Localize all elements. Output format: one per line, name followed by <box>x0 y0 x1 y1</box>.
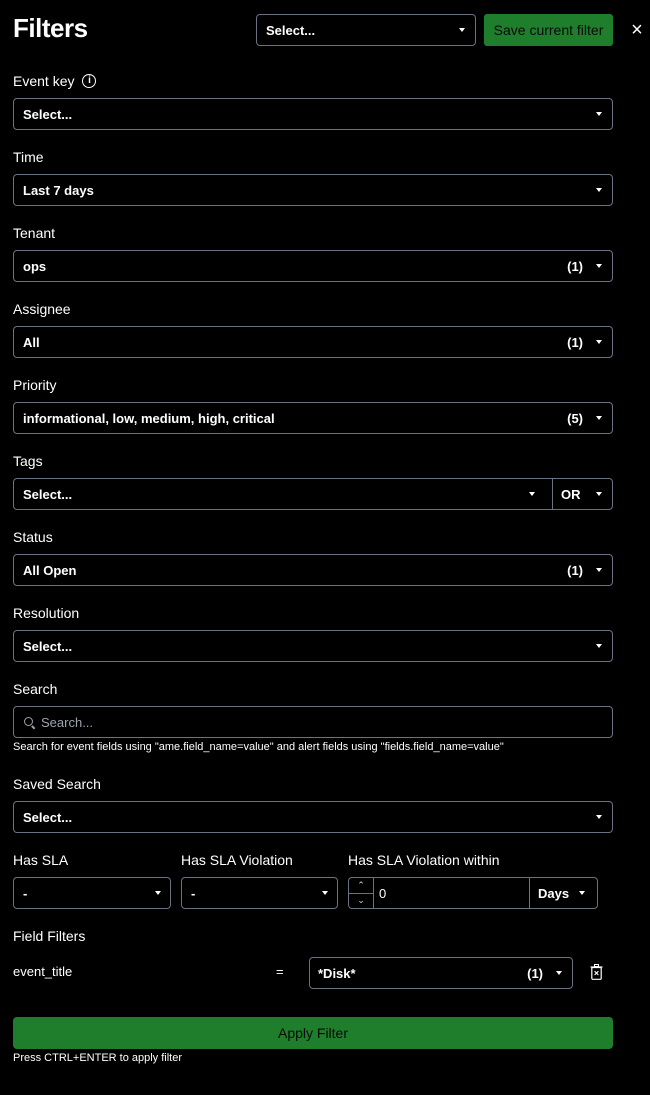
event-key-value: Select... <box>23 106 73 122</box>
close-icon[interactable]: × <box>631 19 643 41</box>
caret-down-icon <box>579 891 585 895</box>
status-value: All Open <box>23 562 77 578</box>
tenant-select[interactable] <box>13 250 613 282</box>
saved-filter-select-value: Select... <box>266 22 316 38</box>
field-filter-name: event_title <box>13 964 73 979</box>
caret-down-icon <box>596 815 602 819</box>
time-label: Time <box>13 149 44 165</box>
assignee-select[interactable] <box>13 326 613 358</box>
resolution-label: Resolution <box>13 605 80 621</box>
assignee-label: Assignee <box>13 301 71 317</box>
info-icon[interactable]: i <box>82 74 96 88</box>
priority-label: Priority <box>13 377 57 393</box>
resolution-select[interactable] <box>13 630 613 662</box>
caret-down-icon <box>529 492 535 496</box>
search-hint: Search for event fields using "ame.field_name=value" and alert fields using "fields.field_name=value" <box>13 741 504 753</box>
status-count: (1) <box>567 562 583 578</box>
field-filters-label: Field Filters <box>13 928 86 944</box>
priority-count: (5) <box>567 410 583 426</box>
has-sla-violation-value: - <box>191 885 196 901</box>
chevron-down-icon[interactable]: ⌄ <box>357 895 365 906</box>
apply-hint: Press CTRL+ENTER to apply filter <box>13 1052 183 1064</box>
caret-down-icon <box>596 568 602 572</box>
caret-down-icon <box>596 112 602 116</box>
search-label: Search <box>13 681 58 697</box>
priority-select[interactable] <box>13 402 613 434</box>
caret-down-icon <box>155 891 161 895</box>
save-current-filter-button[interactable]: Save current filter <box>484 14 613 46</box>
event-key-label-text: Event key <box>13 73 75 89</box>
status-label: Status <box>13 529 53 545</box>
assignee-value: All <box>23 334 40 350</box>
time-select[interactable] <box>13 174 613 206</box>
caret-down-icon <box>596 264 602 268</box>
trash-icon[interactable] <box>590 964 603 980</box>
caret-down-icon <box>596 492 602 496</box>
event-key-select[interactable] <box>13 98 613 130</box>
event-key-label <box>13 73 96 89</box>
caret-down-icon <box>322 891 328 895</box>
field-filter-value: *Disk* <box>318 965 356 981</box>
caret-down-icon <box>596 188 602 192</box>
caret-down-icon <box>596 340 602 344</box>
caret-down-icon <box>596 416 602 420</box>
assignee-count: (1) <box>567 334 583 350</box>
saved-search-label: Saved Search <box>13 776 101 792</box>
has-sla-violation-select[interactable] <box>181 877 338 909</box>
sla-unit-select[interactable] <box>530 878 597 908</box>
tenant-count: (1) <box>567 258 583 274</box>
status-select[interactable] <box>13 554 613 586</box>
tags-operator-value: OR <box>561 486 581 502</box>
search-icon <box>24 717 35 728</box>
field-filter-operator: = <box>276 964 284 979</box>
tenant-label: Tenant <box>13 225 56 241</box>
priority-value: informational, low, medium, high, critical <box>23 410 275 426</box>
sla-violation-within-stepper <box>348 877 598 909</box>
tags-value: Select... <box>23 486 73 502</box>
tags-field <box>13 478 613 510</box>
has-sla-value: - <box>23 885 28 901</box>
tags-select[interactable] <box>14 479 553 509</box>
sla-unit-value: Days <box>538 885 570 901</box>
caret-down-icon <box>556 971 562 975</box>
caret-down-icon <box>596 644 602 648</box>
has-sla-violation-within-label: Has SLA Violation within <box>348 852 500 868</box>
tags-operator-select[interactable] <box>553 479 612 509</box>
saved-search-select[interactable] <box>13 801 613 833</box>
saved-filter-select[interactable] <box>256 14 476 46</box>
has-sla-select[interactable] <box>13 877 171 909</box>
resolution-value: Select... <box>23 638 73 654</box>
tenant-value: ops <box>23 258 47 274</box>
caret-down-icon <box>459 28 465 32</box>
search-input[interactable] <box>41 715 612 730</box>
apply-filter-button[interactable]: Apply Filter <box>13 1017 613 1049</box>
has-sla-label: Has SLA <box>13 852 69 868</box>
field-filter-value-select[interactable] <box>309 957 573 989</box>
page-title: Filters <box>13 13 88 43</box>
has-sla-violation-label: Has SLA Violation <box>181 852 293 868</box>
sla-violation-within-input[interactable] <box>374 878 530 908</box>
search-field <box>13 706 613 738</box>
chevron-up-icon[interactable]: ⌃ <box>349 878 373 894</box>
tags-label: Tags <box>13 453 43 469</box>
saved-search-value: Select... <box>23 809 73 825</box>
field-filter-count: (1) <box>527 965 543 981</box>
time-value: Last 7 days <box>23 182 94 198</box>
